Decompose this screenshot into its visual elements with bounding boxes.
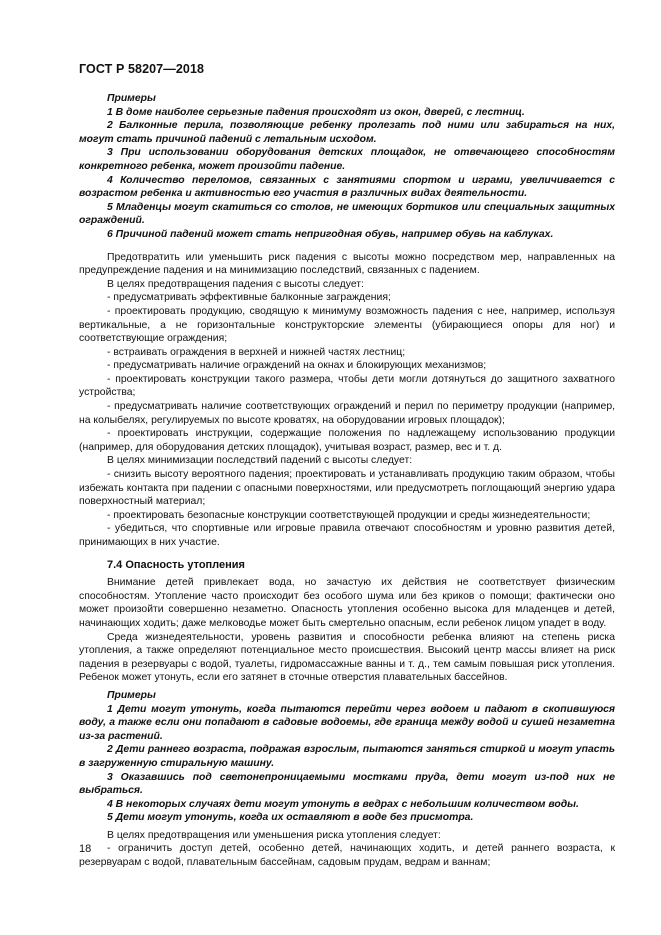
example-item: 3 Оказавшись под светонепроницаемыми мостками пруда, дети могут из-под них не выбраться. bbox=[79, 771, 615, 797]
example-item: 5 Младенцы могут скатиться со столов, не имеющих бортиков или специальных защитных ограждений. bbox=[79, 201, 615, 227]
page-content bbox=[79, 92, 615, 870]
list-lead: В целях предотвращения или уменьшения риска утопления следует: bbox=[107, 829, 441, 841]
example-item: 4 В некоторых случаях дети могут утонуть в ведрах с небольшим количеством воды. bbox=[107, 798, 579, 810]
section-heading: 7.4 Опасность утопления bbox=[107, 558, 245, 571]
example-item: 6 Причиной падений может стать непригодная обувь, например обувь на каблуках. bbox=[107, 228, 554, 240]
list-lead: В целях минимизации последствий падений с высоты следует: bbox=[107, 455, 413, 467]
list-item: - проектировать инструкции, содержащие положения по надлежащему использованию продукции (например, для оборудования детских площадок), учитывая возраст, размер, вес и т. д. bbox=[79, 428, 615, 453]
list-item: - проектировать конструкции такого размера, чтобы дети могли дотянуться до защитного захватного устройства; bbox=[79, 373, 615, 399]
list-item: - ограничить доступ детей, особенно детей, начинающих ходить, и детей раннего возраста, к резервуарам с водой, плавательным бассейнам, садовым прудам, ведрам и ваннам; bbox=[79, 843, 615, 869]
list-item: - встраивать ограждения в верхней и нижней частях лестниц; bbox=[107, 346, 406, 358]
list-lead: В целях предотвращения падения с высоты следует: bbox=[107, 278, 364, 290]
list-item: - проектировать продукцию, сводящую к минимуму возможность падения с нее, например, используя вертикальные, а не горизонтальные конструкторские элементы (убирающиеся опоры для ног) и соответствующие ограждения; bbox=[79, 305, 615, 345]
list-item: - предусматривать наличие соответствующих ограждений и перил по периметру продукции (например, на колыбелях, регулируемых по высоте кроватях, на оборудовании игровых площадок); bbox=[79, 401, 615, 426]
examples-heading: Примеры bbox=[107, 93, 156, 104]
example-item: 5 Дети могут утонуть, когда их оставляют в воде без присмотра. bbox=[107, 812, 474, 824]
example-item: 4 Количество переломов, связанных с занятиями спортом и играми, увеличивается с возрастом ребенка и активностью его участия в различных видах деятельности. bbox=[79, 174, 615, 200]
list-item: - предусматривать эффективные балконные заграждения; bbox=[107, 292, 391, 304]
example-item: 1 Дети могут утонуть, когда пытаются перейти через водоем и падают в скопившуюся воду, а также если они попадают в садовые водоемы, где граница между водой и сушей незаметна из-за растений. bbox=[79, 703, 615, 742]
body-paragraph: Среда жизнедеятельности, уровень развития и способности ребенка влияют на степень риска утопления, а также определяют потенциальное место происшествия. Высокий центр массы влияет на риск падения в резервуары с водой, туалеты, гидромассажные ванны и т. д., тем самым повышая риск утопления. Ребенок может утонуть, если его затянет в сточные отверстия плавательных бассейнов. bbox=[79, 631, 615, 684]
example-item: 1 В доме наиболее серьезные падения происходят из окон, дверей, с лестниц. bbox=[107, 106, 525, 118]
examples-heading: Примеры bbox=[107, 689, 156, 701]
example-item: 2 Дети раннего возраста, подражая взрослым, пытаются заняться стиркой и могут упасть в загруженную стиральную машину. bbox=[79, 744, 615, 769]
page-number: 18 bbox=[79, 843, 92, 855]
example-item: 3 При использовании оборудования детских площадок, не отвечающего способностям конкретного ребенка, может произойти падение. bbox=[79, 147, 615, 172]
body-paragraph: Предотвратить или уменьшить риск падения с высоты можно посредством мер, направленных на предупреждение падения и на минимизацию последствий, связанных с падением. bbox=[79, 251, 615, 277]
body-paragraph: Внимание детей привлекает вода, но зачастую их действия не соответствует физическим способностям. Утопление часто происходит без особого шума или без криков о помощи; фактически оно может произойти совершенно незаметно. Опасность утопления особенно высока для младенцев и детей, начинающих ходить; даже мелководье может быть смертельно опасным, если ребенок лицом упадет в воду. bbox=[79, 577, 615, 629]
list-item: - предусматривать наличие ограждений на окнах и блокирующих механизмов; bbox=[107, 360, 487, 372]
list-item: - снизить высоту вероятного падения; проектировать и устанавливать продукцию таким образом, чтобы избежать контакта при падении с опасными поверхностями, или предусмотреть поглощающий энергию удара поверхностный материал; bbox=[79, 469, 615, 508]
example-item: 2 Балконные перила, позволяющие ребенку пролезать под ними или забираться на них, могут стать причиной падений с летальным исходом. bbox=[79, 120, 615, 145]
document-header: ГОСТ Р 58207—2018 bbox=[79, 62, 205, 76]
list-item: - убедиться, что спортивные или игровые правила отвечают способностям и уровню развития детей, принимающих в них участие. bbox=[79, 523, 615, 548]
list-item: - проектировать безопасные конструкции соответствующей продукции и среды жизнедеятельности; bbox=[107, 509, 591, 521]
